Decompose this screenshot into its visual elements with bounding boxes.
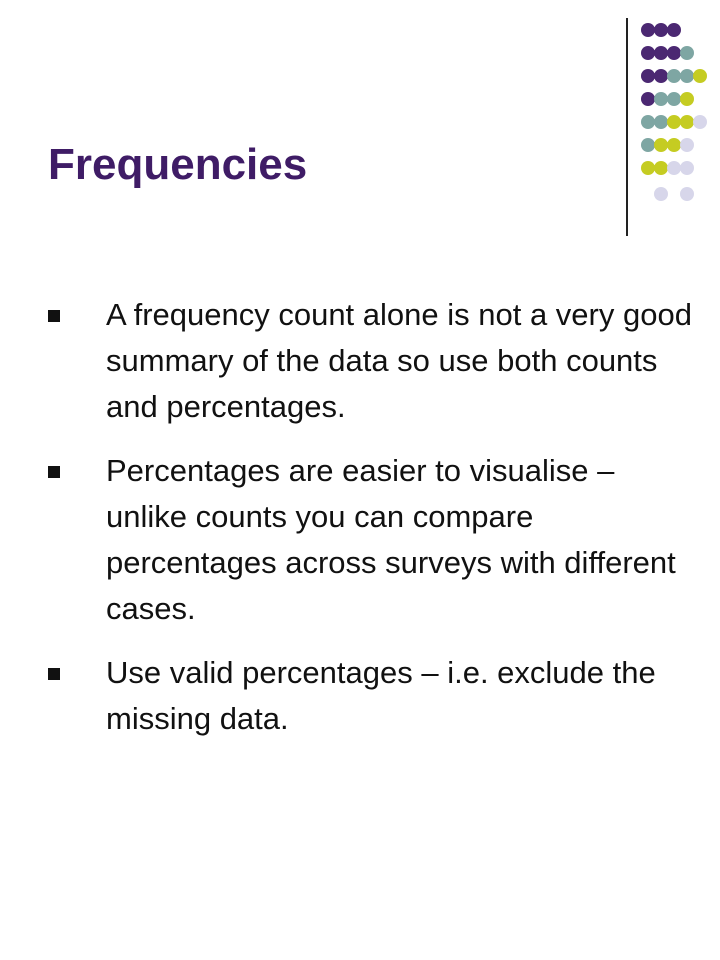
decorative-dot — [680, 69, 694, 83]
decorative-dot — [654, 187, 668, 201]
bullet-text: Percentages are easier to visualise – unlike counts you can compare percentages across surveys with different cases. — [106, 453, 676, 626]
decorative-dot — [654, 69, 668, 83]
bullet-item — [48, 448, 698, 632]
decorative-dot — [654, 23, 668, 37]
decorative-dot — [680, 161, 694, 175]
vertical-divider — [626, 18, 628, 236]
square-bullet-icon — [48, 310, 60, 322]
decorative-dot — [680, 187, 694, 201]
decorative-dot — [654, 92, 668, 106]
decorative-dot — [641, 46, 655, 60]
decorative-dot — [641, 138, 655, 152]
decorative-dot — [654, 115, 668, 129]
decorative-dot — [667, 46, 681, 60]
decorative-dot — [680, 115, 694, 129]
bullet-item — [48, 292, 698, 430]
decorative-dot — [680, 92, 694, 106]
square-bullet-icon — [48, 668, 60, 680]
decorative-dot — [654, 161, 668, 175]
decorative-dot — [641, 92, 655, 106]
decorative-dot — [667, 115, 681, 129]
decorative-dot — [667, 69, 681, 83]
decorative-dot — [693, 69, 707, 83]
decorative-dot — [667, 92, 681, 106]
bullet-list — [48, 292, 698, 760]
decorative-dot — [641, 161, 655, 175]
bullet-text: Use valid percentages – i.e. exclude the missing data. — [106, 655, 656, 736]
decorative-dot — [641, 23, 655, 37]
decorative-dot — [667, 138, 681, 152]
decorative-dot — [641, 115, 655, 129]
decorative-dot — [680, 46, 694, 60]
decorative-dot — [693, 115, 707, 129]
bullet-text: A frequency count alone is not a very good summary of the data so use both counts and percentages. — [106, 297, 692, 424]
square-bullet-icon — [48, 466, 60, 478]
slide-title: Frequencies — [48, 140, 308, 189]
decorative-dot — [641, 69, 655, 83]
bullet-item — [48, 650, 698, 742]
decorative-dot — [667, 161, 681, 175]
decorative-dot — [680, 138, 694, 152]
decorative-dot — [667, 23, 681, 37]
decorative-dot-pattern — [0, 0, 720, 240]
decorative-dot — [654, 46, 668, 60]
dot-grid — [641, 23, 707, 201]
decorative-dot — [654, 138, 668, 152]
